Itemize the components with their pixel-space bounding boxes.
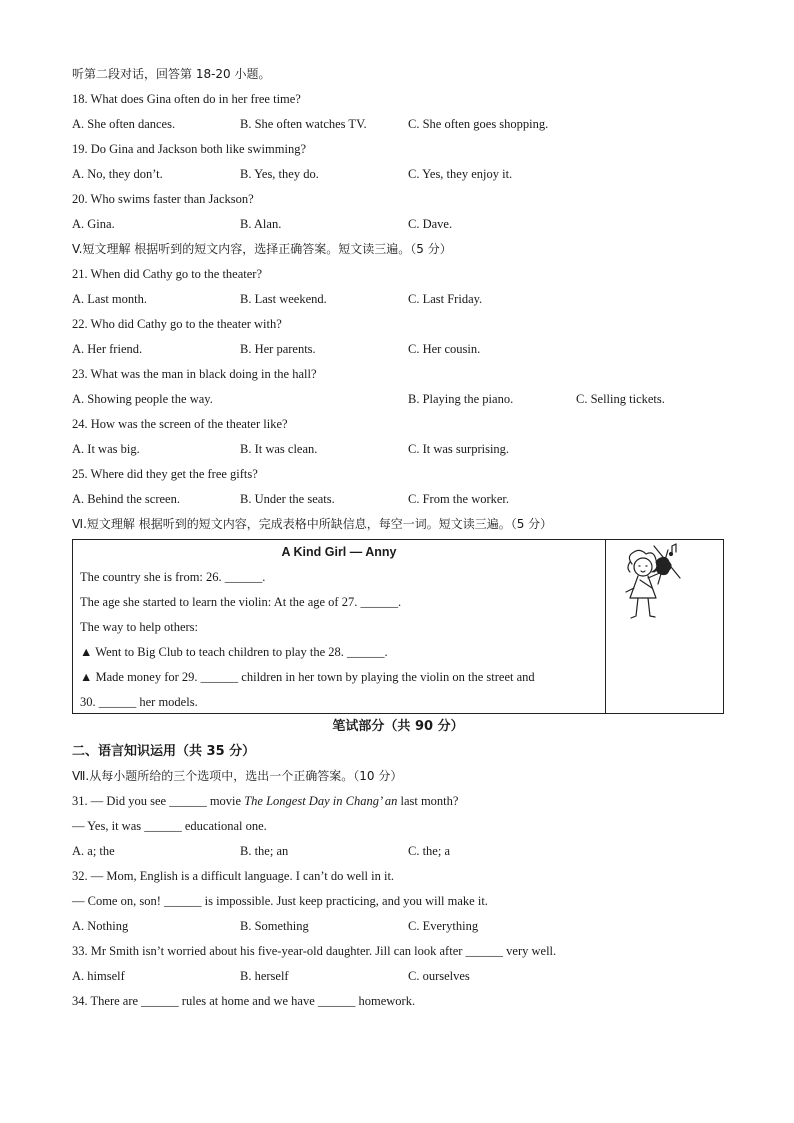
question-33: 33. Mr Smith isn’t worried about his five-year-old daughter. Jill can look after ______ very well. <box>72 944 557 958</box>
options-31 <box>72 839 724 864</box>
movie-title: The Longest Day in Chang’ an <box>244 794 398 808</box>
question-31-reply: — Yes, it was ______ educational one. <box>72 819 267 833</box>
table-title: A Kind Girl — Anny <box>281 545 397 559</box>
info-table-text-cell <box>73 540 606 713</box>
option-b: B. Under the seats. <box>240 492 335 506</box>
option-a: A. himself <box>72 969 125 983</box>
options-21 <box>72 287 724 312</box>
question-24: 24. How was the screen of the theater like? <box>72 417 288 431</box>
options-25 <box>72 487 724 512</box>
option-b: B. Something <box>240 919 309 933</box>
question-21: 21. When did Cathy go to the theater? <box>72 267 262 281</box>
violin-girl-illustration <box>606 540 723 713</box>
option-a: A. Nothing <box>72 919 129 933</box>
option-c: C. Everything <box>408 919 479 933</box>
table-line-29: ▲ Made money for 29. ______ children in her town by playing the violin on the street and <box>80 670 535 684</box>
option-b: B. Her parents. <box>240 342 316 356</box>
option-c: C. the; a <box>408 844 451 858</box>
options-23 <box>72 387 724 412</box>
option-a: A. No, they don’t. <box>72 167 163 181</box>
part5-header: V.短文理解 根据听到的短文内容，选择正确答案。短文读三遍。（5 分） <box>72 242 452 256</box>
options-24 <box>72 437 724 462</box>
option-c: C. Her cousin. <box>408 342 481 356</box>
option-a: A. Gina. <box>72 217 115 231</box>
option-c: C. From the worker. <box>408 492 510 506</box>
part4-intro: 听第二段对话，回答第 18-20 小题。 <box>72 67 271 81</box>
section2-header: 二、语言知识运用（共 35 分） <box>72 744 256 759</box>
question-32-reply: — Come on, son! ______ is impossible. Just keep practicing, and you will make it. <box>72 894 488 908</box>
option-c: C. Selling tickets. <box>576 392 665 406</box>
option-c: C. It was surprising. <box>408 442 510 456</box>
option-c: C. ourselves <box>408 969 470 983</box>
question-34: 34. There are ______ rules at home and we have ______ homework. <box>72 994 416 1008</box>
option-b: B. Last weekend. <box>240 292 327 306</box>
table-line-28: ▲ Went to Big Club to teach children to play the 28. ______. <box>80 645 388 659</box>
question-19: 19. Do Gina and Jackson both like swimming? <box>72 142 306 156</box>
option-c: C. She often goes shopping. <box>408 117 549 131</box>
question-18: 18. What does Gina often do in her free time? <box>72 92 301 106</box>
option-b: B. the; an <box>240 844 289 858</box>
option-c: C. Dave. <box>408 217 453 231</box>
option-b: B. It was clean. <box>240 442 318 456</box>
option-c: C. Yes, they enjoy it. <box>408 167 513 181</box>
options-33 <box>72 964 724 989</box>
options-20 <box>72 212 724 237</box>
option-a: A. Her friend. <box>72 342 143 356</box>
option-b: B. Playing the piano. <box>408 392 514 406</box>
option-b: B. Yes, they do. <box>240 167 319 181</box>
table-line-26: The country she is from: 26. ______. <box>80 570 266 584</box>
option-b: B. She often watches TV. <box>240 117 367 131</box>
option-b: B. Alan. <box>240 217 282 231</box>
info-table <box>72 539 724 714</box>
question-23: 23. What was the man in black doing in the hall? <box>72 367 317 381</box>
table-line-way: The way to help others: <box>80 620 199 634</box>
options-18 <box>72 112 724 137</box>
option-a: A. Last month. <box>72 292 147 306</box>
part7-header: Ⅶ.从每小题所给的三个选项中，选出一个正确答案。（10 分） <box>72 769 403 783</box>
written-section-title: 笔试部分（共 90 分） <box>332 719 464 734</box>
options-32 <box>72 914 724 939</box>
question-31 <box>72 789 724 814</box>
option-a: A. She often dances. <box>72 117 176 131</box>
option-a: A. a; the <box>72 844 115 858</box>
option-a: A. Behind the screen. <box>72 492 180 506</box>
violin-girl-icon <box>606 540 723 713</box>
option-a: A. It was big. <box>72 442 140 456</box>
question-31-pre: 31. — Did you see ______ movie <box>72 794 245 808</box>
exam-page <box>72 62 724 1014</box>
question-20: 20. Who swims faster than Jackson? <box>72 192 254 206</box>
question-31-post: last month? <box>397 794 459 808</box>
table-line-30: 30. ______ her models. <box>80 695 198 709</box>
part6-header: Ⅵ.短文理解 根据听到的短文内容，完成表格中所缺信息，每空一词。短文读三遍。（5 分） <box>72 517 553 531</box>
option-a: A. Showing people the way. <box>72 392 213 406</box>
question-32: 32. — Mom, English is a difficult language. I can’t do well in it. <box>72 869 395 883</box>
options-22 <box>72 337 724 362</box>
table-line-27: The age she started to learn the violin: At the age of 27. ______. <box>80 595 402 609</box>
question-25: 25. Where did they get the free gifts? <box>72 467 258 481</box>
options-19 <box>72 162 724 187</box>
option-c: C. Last Friday. <box>408 292 483 306</box>
question-22: 22. Who did Cathy go to the theater with? <box>72 317 282 331</box>
option-b: B. herself <box>240 969 289 983</box>
